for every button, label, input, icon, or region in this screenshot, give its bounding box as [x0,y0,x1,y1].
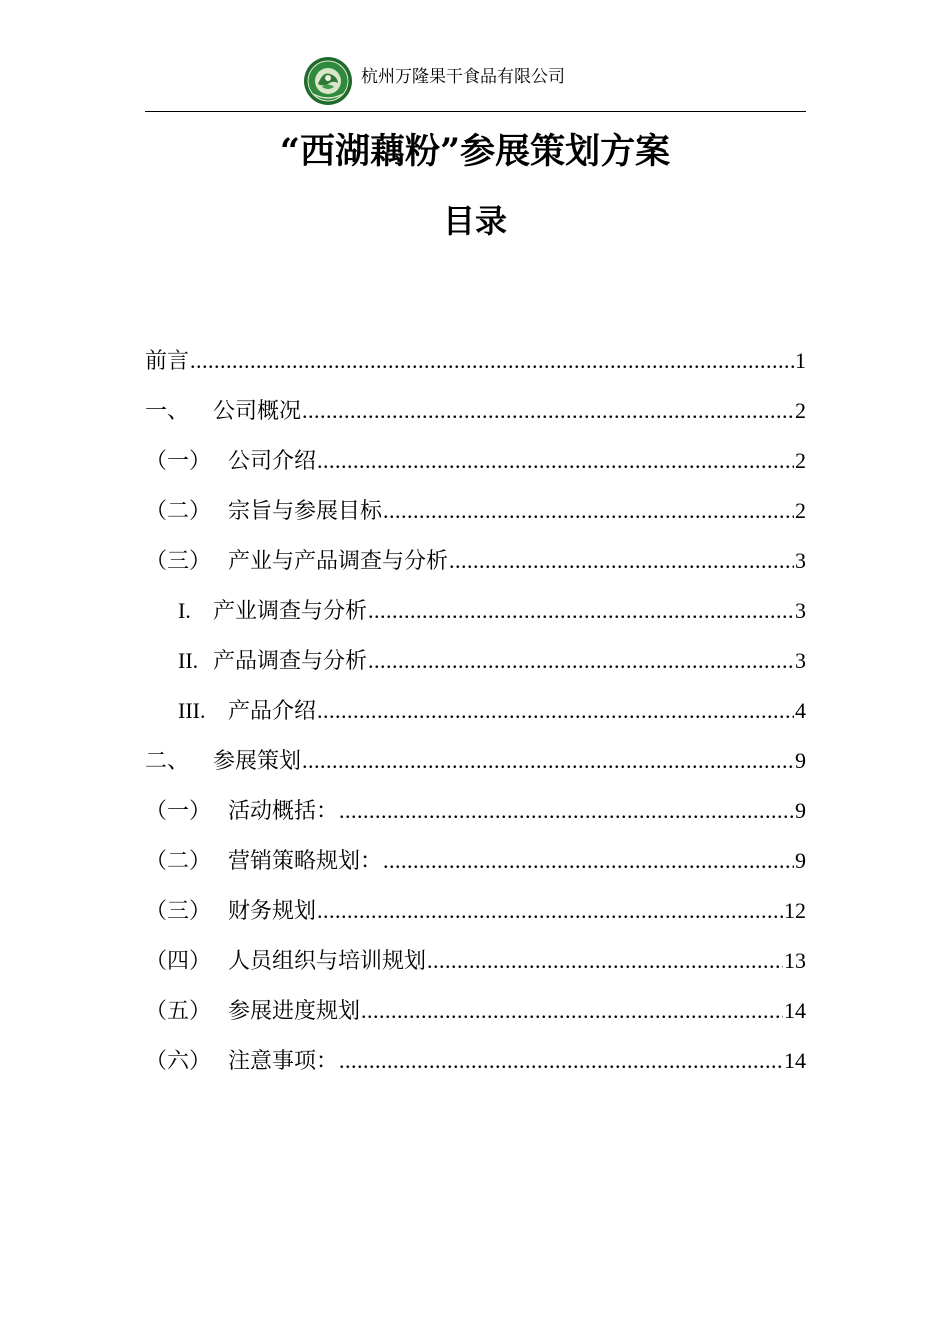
toc-entry-marker: （六） [145,1049,212,1074]
toc-entry-label: 宗旨与参展目标 [228,499,383,524]
dot-leader [383,486,794,536]
toc-entry-exhibition-planning[interactable] [145,736,806,786]
dot-leader [317,686,794,736]
toc-entry-marker: （三） [145,549,212,574]
toc-entry-financial-planning[interactable] [145,886,806,936]
toc-page-number: 3 [795,598,806,623]
toc-entry-marker: （五） [145,999,212,1024]
toc-entry-label: 参展策划 [213,749,302,774]
toc-entry-activity-summary[interactable] [145,786,806,836]
dot-leader [190,336,794,386]
toc-page-number: 2 [795,448,806,473]
toc-entry-label: 注意事项： [228,1049,339,1074]
toc-page-number: 1 [795,348,806,373]
toc-page-number: 2 [795,498,806,523]
dot-leader [427,936,783,986]
toc-page-number: 9 [795,748,806,773]
toc-entry-staff-training[interactable] [145,936,806,986]
company-logo-icon [303,56,353,106]
toc-heading: 目录 [442,202,507,240]
table-of-contents [145,336,806,1086]
toc-entry-marker: （二） [145,849,212,874]
toc-entry-label: 活动概括： [228,799,339,824]
toc-entry-marker: II. [178,648,199,673]
toc-page-number: 4 [795,698,806,723]
toc-entry-label: 产品调查与分析 [213,649,368,674]
toc-entry-marker: 二、 [145,749,190,774]
toc-entry-marker: III. [178,698,206,723]
toc-page-number: 14 [784,998,806,1023]
dot-leader [339,1036,783,1086]
toc-entry-marker: （一） [145,799,212,824]
toc-entry-schedule-planning[interactable] [145,986,806,1036]
toc-page-number: 3 [795,648,806,673]
toc-entry-marker: （二） [145,499,212,524]
toc-entry-label: 产品介绍 [228,699,317,724]
toc-entry-label: 参展进度规划 [228,999,361,1024]
toc-page-number: 9 [795,848,806,873]
toc-entry-marker: I. [178,598,191,623]
toc-entry-industry-product-analysis[interactable] [145,536,806,586]
toc-entry-marker: （一） [145,449,212,474]
toc-entry-label: 人员组织与培训规划 [228,949,427,974]
toc-entry-label: 营销策略规划： [228,849,383,874]
page-header [145,55,806,112]
toc-entry-company-overview[interactable] [145,386,806,436]
toc-page-number: 9 [795,798,806,823]
toc-entry-marketing-strategy[interactable] [145,836,806,886]
toc-entry-marker: （四） [145,949,212,974]
dot-leader [317,886,783,936]
dot-leader [368,586,794,636]
dot-leader [339,786,794,836]
toc-entry-industry-analysis[interactable] [145,586,806,636]
toc-entry-label: 财务规划 [228,899,317,924]
toc-entry-label: 产业与产品调查与分析 [228,549,449,574]
dot-leader [317,436,794,486]
document-title: “西湖藕粉”参展策划方案 [279,131,671,172]
company-name: 杭州万隆果干食品有限公司 [361,67,565,87]
dot-leader [449,536,794,586]
toc-entry-marker: 一、 [145,399,190,424]
toc-entry-precautions[interactable] [145,1036,806,1086]
toc-entry-marker: （三） [145,899,212,924]
toc-page-number: 14 [784,1048,806,1073]
toc-entry-company-intro[interactable] [145,436,806,486]
toc-page-number: 2 [795,398,806,423]
toc-entry-preface[interactable] [145,336,806,386]
toc-entry-product-intro[interactable] [145,686,806,736]
toc-entry-label: 前言 [145,349,190,374]
toc-entry-mission-goals[interactable] [145,486,806,536]
dot-leader [383,836,794,886]
toc-page-number: 13 [784,948,806,973]
toc-page-number: 3 [795,548,806,573]
toc-entry-label: 产业调查与分析 [213,599,368,624]
toc-entry-label: 公司概况 [213,399,302,424]
toc-page-number: 12 [784,898,806,923]
dot-leader [368,636,794,686]
dot-leader [361,986,783,1036]
dot-leader [302,736,794,786]
toc-entry-product-analysis[interactable] [145,636,806,686]
toc-entry-label: 公司介绍 [228,449,317,474]
dot-leader [302,386,794,436]
